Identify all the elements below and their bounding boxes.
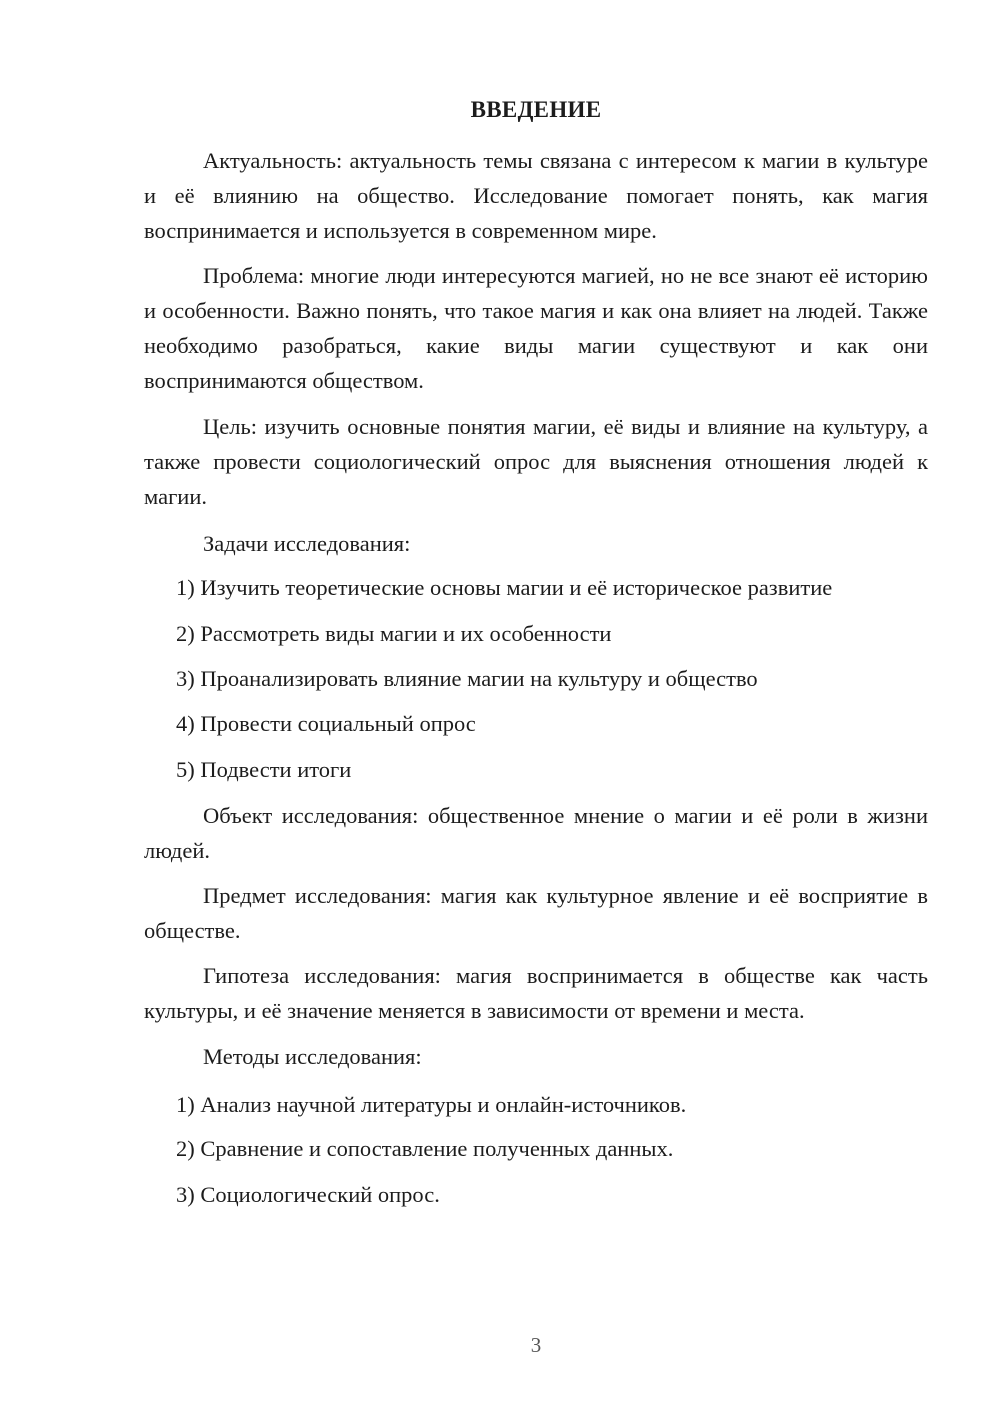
task-item-3: 3) Проанализировать влияние магии на культуру и общество [176, 666, 758, 691]
page-title: ВВЕДЕНИЕ [470, 97, 602, 122]
goal-paragraph: Цель: изучить основные понятия магии, её виды и влияние на культуру, а также провести социологический опрос для выяснения отношения людей к магии. [144, 414, 928, 509]
task-item-1: 1) Изучить теоретические основы магии и её историческое развитие [176, 575, 833, 600]
problem-paragraph: Проблема: многие люди интересуются магией, но не все знают её историю и особенности. Важно понять, что такое магия и как она влияет на людей. Также необходимо разобраться, какие виды магии существуют и как они воспринимаются обществом. [144, 263, 928, 393]
methods-heading: Методы исследования: [203, 1044, 422, 1069]
task-item-2: 2) Рассмотреть виды магии и их особенности [176, 621, 612, 646]
method-item-2: 2) Сравнение и сопоставление полученных данных. [176, 1136, 674, 1161]
task-item-4: 4) Провести социальный опрос [176, 711, 476, 736]
relevance-paragraph: Актуальность: актуальность темы связана с интересом к магии в культуре и её влиянию на общество. Исследование помогает понять, как магия воспринимается и используется в современном мире. [144, 148, 928, 243]
hypothesis-paragraph: Гипотеза исследования: магия воспринимается в обществе как часть культуры, и её значение меняется в зависимости от времени и места. [144, 963, 928, 1023]
subject-paragraph: Предмет исследования: магия как культурное явление и её восприятие в обществе. [144, 883, 928, 943]
object-paragraph: Объект исследования: общественное мнение о магии и её роли в жизни людей. [144, 803, 928, 863]
task-item-5: 5) Подвести итоги [176, 757, 352, 782]
method-item-1: 1) Анализ научной литературы и онлайн-источников. [176, 1092, 687, 1117]
page-number: 3 [530, 1333, 542, 1357]
tasks-heading: Задачи исследования: [203, 531, 411, 556]
method-item-3: 3) Социологический опрос. [176, 1182, 440, 1207]
